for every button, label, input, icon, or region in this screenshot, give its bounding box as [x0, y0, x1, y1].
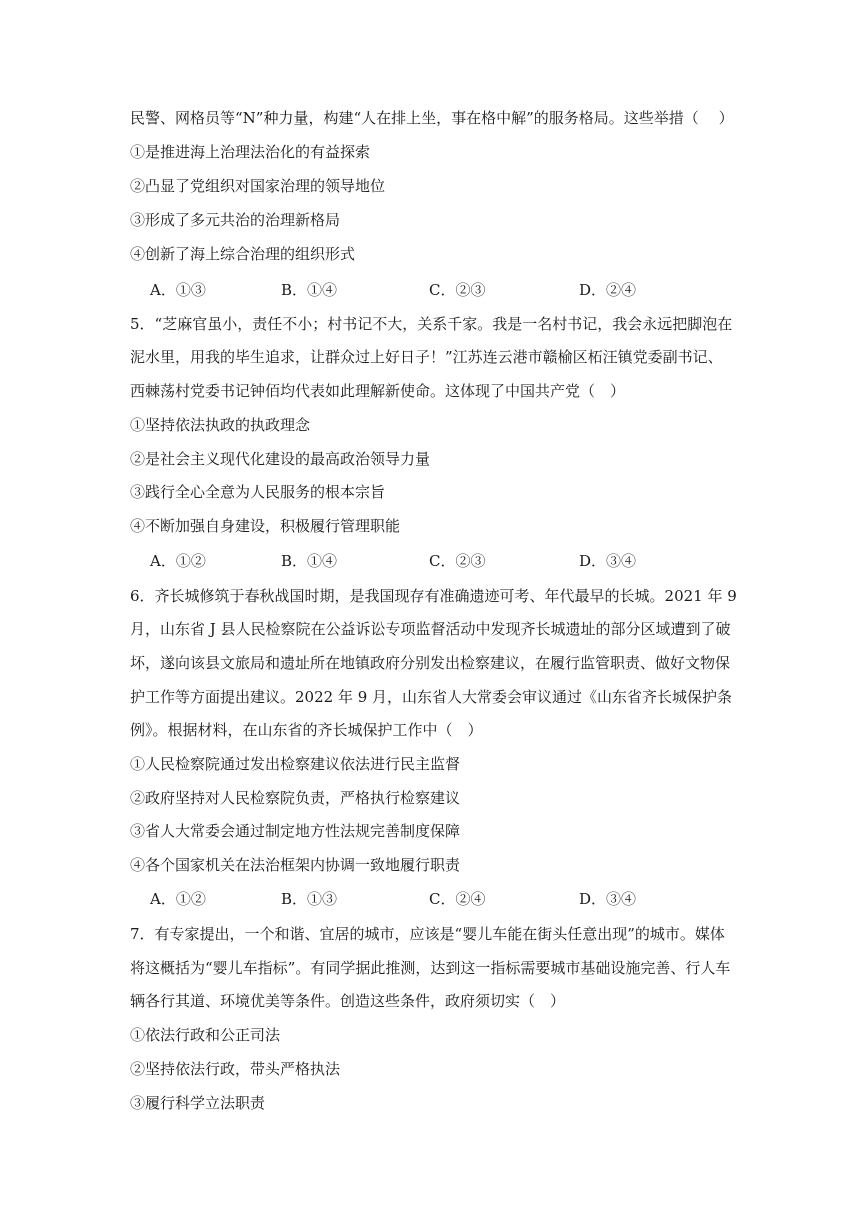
q4-stem-line: 民警、网格员等“N”种力量，构建“人在排上坐，事在格中解”的服务格局。这些举措（ ）	[130, 109, 734, 127]
q5-option-b: B．①④	[281, 552, 338, 570]
q7-stem-line-2: 将这概括为“婴儿车指标”。有同学据此推测，达到这一指标需要城市基础设施完善、行人车	[130, 959, 731, 977]
q6-stem-line-5: 例》。根据材料，在山东省的齐长城保护工作中（ ）	[130, 721, 483, 739]
q6-stem-line-4: 护工作等方面提出建议。2022 年 9 月，山东省人大常委会审议通过《山东省齐长城保护条	[130, 688, 733, 706]
q6-statement-4: ④各个国家机关在法治框架内协调一致地履行职责	[130, 856, 461, 874]
q6-option-a: A．①②	[150, 890, 206, 908]
q6-stem-line-1: 6．齐长城修筑于春秋战国时期，是我国现存有准确遗迹可考、年代最早的长城。2021 年 9	[130, 587, 737, 605]
q7-stem-line-1: 7．有专家提出，一个和谐、宜居的城市，应该是“婴儿车能在街头任意出现”的城市。媒体	[130, 925, 725, 943]
q6-option-d: D．③④	[579, 890, 637, 908]
q6-statement-1: ①人民检察院通过发出检察建议依法进行民主监督	[130, 755, 461, 773]
q4-option-b: B．①④	[281, 281, 338, 299]
q4-statement-2: ②凸显了党组织对国家治理的领导地位	[130, 177, 386, 195]
q7-statement-3: ③履行科学立法职责	[130, 1094, 266, 1112]
q5-statement-2: ②是社会主义现代化建设的最高政治领导力量	[130, 450, 431, 468]
q5-option-a: A．①②	[150, 552, 206, 570]
q6-stem-line-3: 坏，遂向该县文旅局和遗址所在地镇政府分别发出检察建议，在履行监管职责、做好文物保	[130, 654, 731, 672]
q4-statement-3: ③形成了多元共治的治理新格局	[130, 211, 341, 229]
q5-statement-4: ④不断加强自身建设，积极履行管理职能	[130, 517, 401, 535]
q5-option-d: D．③④	[579, 552, 637, 570]
q6-statement-3: ③省人大常委会通过制定地方性法规完善制度保障	[130, 822, 461, 840]
q4-statement-4: ④创新了海上综合治理的组织形式	[130, 245, 356, 263]
q5-stem-line-2: 泥水里，用我的毕生追求，让群众过上好日子！”江苏连云港市赣榆区柘汪镇党委副书记、	[130, 348, 723, 366]
q4-option-c: C．②③	[429, 281, 486, 299]
q5-statement-1: ①坚持依法执政的执政理念	[130, 416, 311, 434]
q5-stem-line-3: 西棘荡村党委书记钟佰均代表如此理解新使命。这体现了中国共产党（ ）	[130, 382, 626, 400]
q6-stem-line-2: 月，山东省 J 县人民检察院在公益诉讼专项监督活动中发现齐长城遗址的部分区域遭到了破	[130, 620, 731, 638]
q5-stem-line-1: 5．“芝麻官虽小，责任不小；村书记不大，关系千家。我是一名村书记，我会永远把脚泡在	[130, 315, 733, 333]
q7-statement-1: ①依法行政和公正司法	[130, 1026, 281, 1044]
q6-option-b: B．①③	[281, 890, 338, 908]
q4-option-a: A．①③	[150, 281, 206, 299]
q4-option-d: D．②④	[579, 281, 637, 299]
q4-statement-1: ①是推进海上治理法治化的有益探索	[130, 143, 371, 161]
q7-stem-line-3: 辆各行其道、环境优美等条件。创造这些条件，政府须切实（ ）	[130, 992, 566, 1010]
q5-option-c: C．②③	[429, 552, 486, 570]
q6-option-c: C．②④	[429, 890, 486, 908]
q7-statement-2: ②坚持依法行政，带头严格执法	[130, 1060, 341, 1078]
q5-statement-3: ③践行全心全意为人民服务的根本宗旨	[130, 483, 386, 501]
q6-statement-2: ②政府坚持对人民检察院负责，严格执行检察建议	[130, 789, 461, 807]
